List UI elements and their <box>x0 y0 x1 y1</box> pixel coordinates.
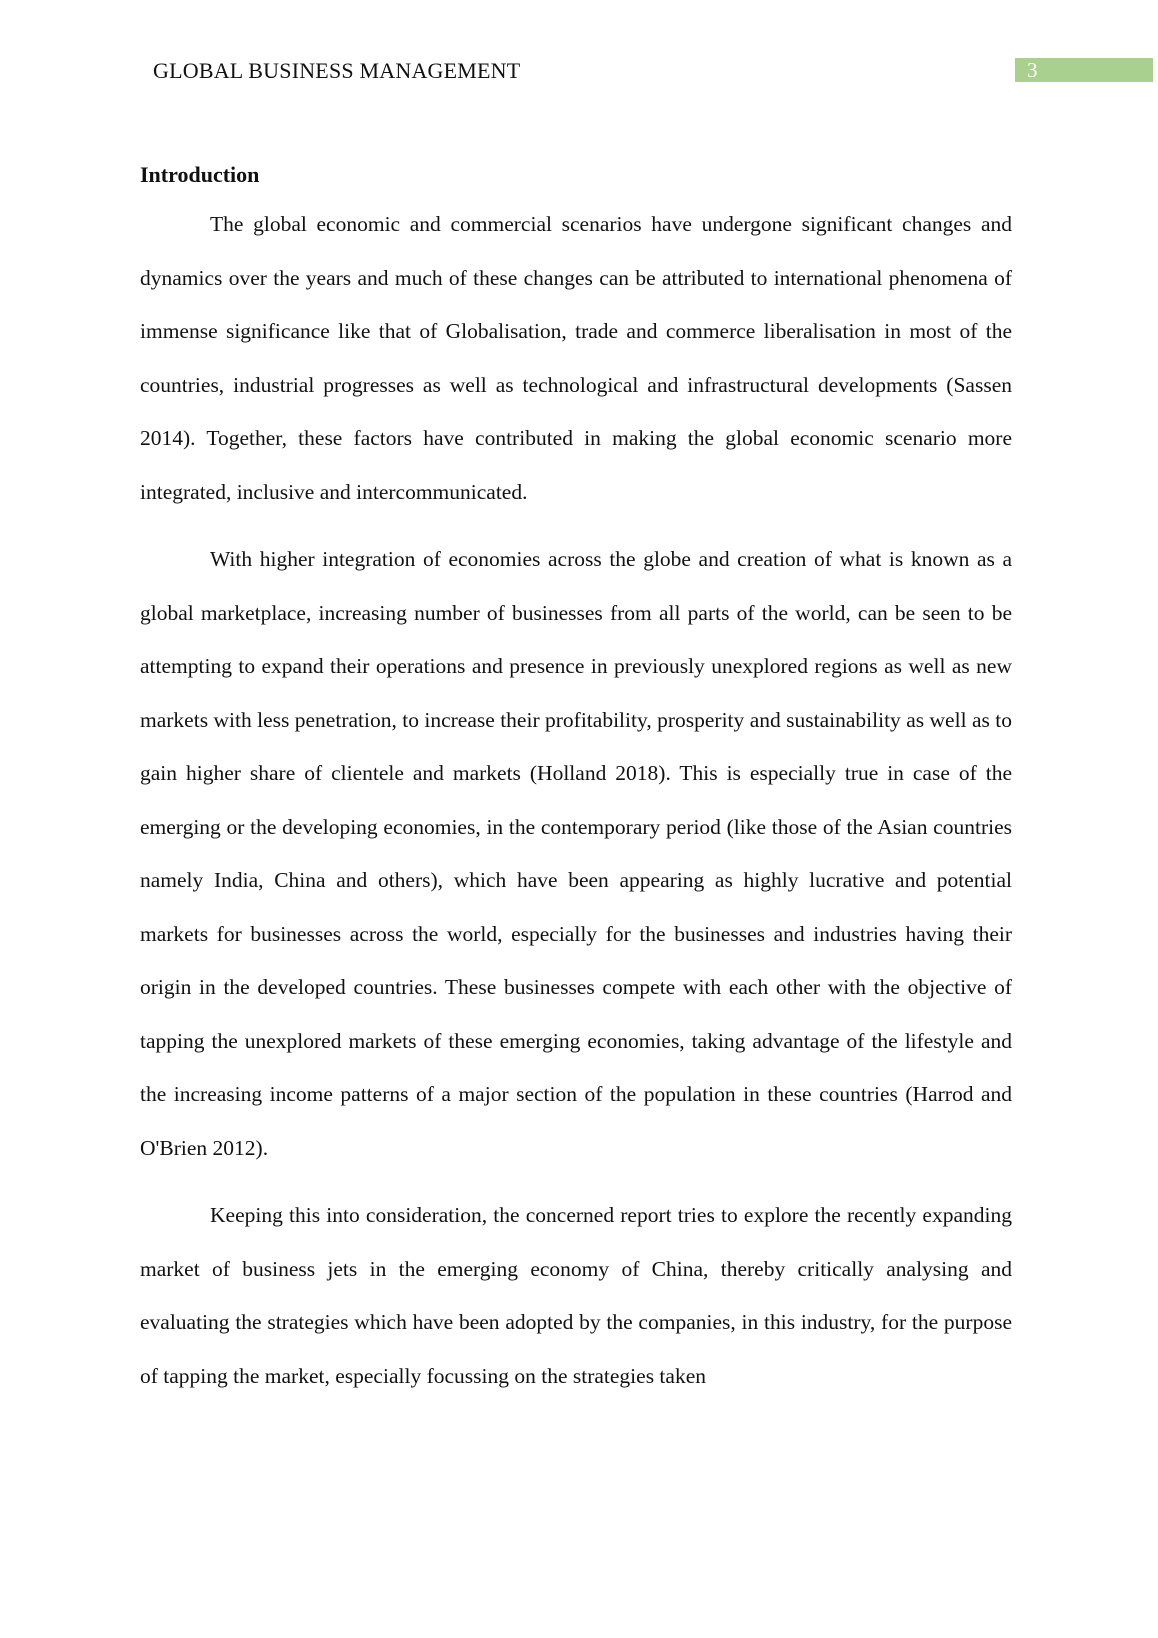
page-number: 3 <box>1015 58 1153 82</box>
running-header-title: GLOBAL BUSINESS MANAGEMENT <box>153 58 521 83</box>
paragraph-2: With higher integration of economies across the globe and creation of what is known as a global marketplace, increasing number of businesses from all parts of the world, can be seen to be attempting to expand their operations and presence in previously unexplored regions as well as new markets with less penetration, to increase their profitability, prosperity and sustainability as well as to gain higher share of clientele and markets (Holland 2018). This is especially true in case of the emerging or the developing economies, in the contemporary period (like those of the Asian countries namely India, China and others), which have been appearing as highly lucrative and potential markets for businesses across the world, especially for the businesses and industries having their origin in the developed countries. These businesses compete with each other with the objective of tapping the unexplored markets of these emerging economies, taking advantage of the lifestyle and the increasing income patterns of a major section of the population in these countries (Harrod and O'Brien 2012). <box>140 547 1012 1160</box>
section-heading: Introduction <box>140 162 260 187</box>
document-body <box>140 160 1012 1417</box>
paragraph-3: Keeping this into consideration, the concerned report tries to explore the recently expanding market of business jets in the emerging economy of China, thereby critically analysing and evaluating the strategies which have been adopted by the companies, in this industry, for the purpose of tapping the market, especially focussing on the strategies taken <box>140 1203 1012 1388</box>
paragraph-1: The global economic and commercial scenarios have undergone significant changes and dynamics over the years and much of these changes can be attributed to international phenomena of immense significance like that of Globalisation, trade and commerce liberalisation in most of the countries, industrial progresses as well as technological and infrastructural developments (Sassen 2014). Together, these factors have contributed in making the global economic scenario more integrated, inclusive and intercommunicated. <box>140 212 1012 504</box>
